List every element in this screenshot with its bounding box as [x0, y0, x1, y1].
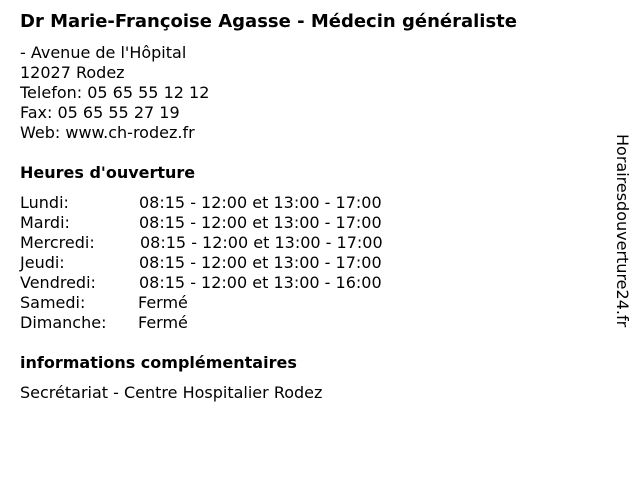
- hours-time: 08:15 - 12:00 et 13:00 - 17:00: [139, 253, 382, 272]
- address-city: 12027 Rodez: [20, 63, 125, 82]
- address-block: [20, 43, 209, 143]
- hours-day: Dimanche:: [20, 313, 107, 332]
- address-street: - Avenue de l'Hôpital: [20, 43, 187, 62]
- hours-row-thursday: [20, 253, 383, 273]
- hours-row-saturday: [20, 293, 383, 313]
- hours-time: Fermé: [138, 313, 188, 332]
- hours-time: 08:15 - 12:00 et 13:00 - 17:00: [139, 213, 382, 232]
- page-title: Dr Marie-Françoise Agasse - Médecin généraliste: [20, 11, 517, 32]
- info-text: Secrétariat - Centre Hospitalier Rodez: [20, 383, 323, 402]
- hours-day: Jeudi:: [20, 253, 65, 272]
- hours-heading: Heures d'ouverture: [20, 163, 196, 182]
- info-heading: informations complémentaires: [20, 353, 297, 372]
- hours-day: Lundi:: [20, 193, 69, 212]
- hours-row-tuesday: [20, 213, 383, 233]
- hours-time: 08:15 - 12:00 et 13:00 - 17:00: [139, 193, 382, 212]
- hours-day: Vendredi:: [20, 273, 96, 292]
- hours-day: Mardi:: [20, 213, 70, 232]
- hours-time: 08:15 - 12:00 et 13:00 - 17:00: [140, 233, 383, 252]
- hours-row-friday: [20, 273, 383, 293]
- hours-time: 08:15 - 12:00 et 13:00 - 16:00: [139, 273, 382, 292]
- hours-time: Fermé: [138, 293, 188, 312]
- address-phone: Telefon: 05 65 55 12 12: [20, 83, 210, 102]
- hours-row-wednesday: [20, 233, 383, 253]
- hours-table: [20, 193, 383, 333]
- address-web: Web: www.ch-rodez.fr: [20, 123, 195, 142]
- hours-row-monday: [20, 193, 383, 213]
- address-fax: Fax: 05 65 55 27 19: [20, 103, 180, 122]
- watermark-text: Horairesdouverture24.fr: [613, 134, 632, 328]
- hours-day: Samedi:: [20, 293, 86, 312]
- hours-row-sunday: [20, 313, 383, 333]
- hours-day: Mercredi:: [20, 233, 95, 252]
